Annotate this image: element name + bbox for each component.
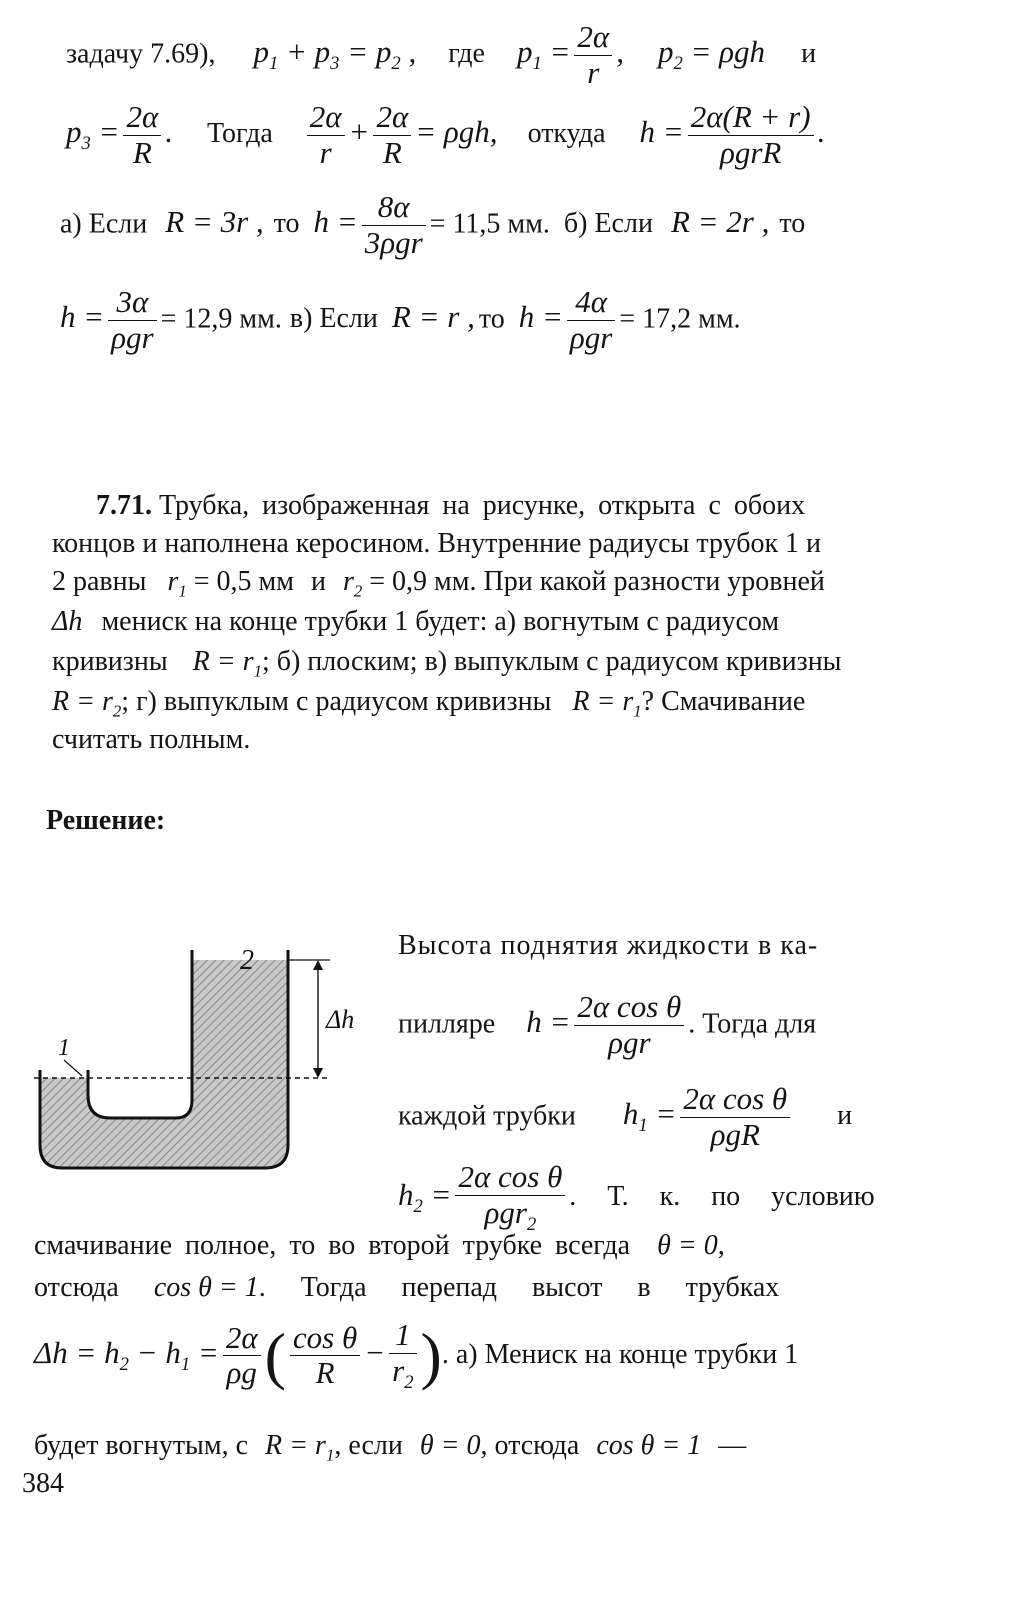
- sol-para-4: [34, 1430, 746, 1466]
- sol-line-4: [398, 1160, 875, 1236]
- formula-dh: Δh: [52, 606, 83, 637]
- formula: R = 3r ,: [165, 204, 264, 240]
- text: откуда: [527, 118, 606, 150]
- text: = 11,5 мм.: [429, 208, 550, 240]
- text: концов и наполнена керосином. Внутренние радиусы трубок 1 и: [52, 528, 822, 559]
- text: и: [801, 38, 817, 70]
- text: —: [718, 1430, 747, 1461]
- text: , отсюда: [480, 1430, 580, 1461]
- text: = 0,5 мм: [193, 566, 294, 597]
- problem-line-5: [52, 646, 842, 682]
- top-line-1: [66, 20, 816, 90]
- formula: $R = r_2$: [52, 686, 122, 721]
- text: ,: [717, 1230, 725, 1261]
- solution-heading: Решение:: [46, 805, 166, 836]
- label-tube-1: 1: [58, 1035, 70, 1061]
- text: Трубка, изображенная на рисунке, открыта с обоих: [159, 490, 806, 521]
- sol-para-3: [34, 1318, 798, 1394]
- formula-h: h = 2α(R + r) ρgrR .: [639, 99, 826, 170]
- formula: R = 2r ,: [670, 204, 770, 240]
- formula: $R = r_1$: [192, 646, 262, 681]
- top-line-4: [60, 285, 741, 355]
- text: то: [779, 208, 806, 240]
- problem-line-4: [52, 606, 779, 638]
- arrow-head-up: [313, 960, 323, 970]
- text: . Т. к. по условию: [569, 1180, 875, 1212]
- formula-p2: $p_2 = \rho gh$: [657, 34, 766, 75]
- formula: $R = r_1$: [265, 1430, 335, 1465]
- text: . Тогда для: [688, 1008, 817, 1040]
- problem-line-1: [96, 490, 805, 522]
- kerosene-fill: [40, 960, 288, 1168]
- problem-line-3: [52, 566, 825, 602]
- formula-p1: $p_1$ = $\frac{2\alpha}{r}$ ,: [516, 19, 624, 90]
- text: то: [273, 208, 300, 240]
- text: = 0,9 мм.: [369, 566, 477, 597]
- text: задачу 7.69),: [66, 38, 216, 70]
- formula: cos θ = 1: [596, 1430, 702, 1461]
- problem-line-2: [52, 528, 821, 560]
- text: каждой трубки: [398, 1100, 576, 1132]
- text: смачивание полное, то во второй трубке всегда: [34, 1230, 631, 1261]
- arrow-head-down: [313, 1068, 323, 1078]
- formula-p3: $p_3$ = $\frac{2\alpha}{R}$ .: [66, 99, 173, 170]
- formula-h1: $h_1$ = 2α cos θ ρgR: [623, 1096, 794, 1131]
- text: б) Если: [563, 208, 653, 240]
- formula: R = r ,: [391, 299, 475, 335]
- text: 2 равны: [52, 566, 147, 597]
- formula: h = 4α ρgr: [519, 299, 620, 334]
- formula-h2: $h_2$ = 2α cos θ ρgr$_2$: [398, 1177, 569, 1212]
- text: то: [478, 303, 505, 335]
- text: пилляре: [398, 1008, 496, 1040]
- formula-p1-p3: $p_1 + p_3 = p_2$ ,: [253, 34, 417, 75]
- text: , если: [334, 1430, 403, 1461]
- text: в) Если: [289, 303, 378, 335]
- text: считать полным.: [52, 724, 251, 755]
- text: кривизны: [52, 646, 168, 677]
- sol-para-2: [34, 1272, 779, 1304]
- formula-delta-h: $\Delta h = h_2 - h_1$ = $\frac{2\alpha}{\rho g}$ ( $\frac{\text{cos θ}}{R}$ − $\frac{1}{r_2}$ ): [34, 1317, 442, 1393]
- formula: θ = 0: [657, 1230, 718, 1261]
- text: Высота поднятия жидкости в ка-: [398, 930, 819, 961]
- text: будет вогнутым, с: [34, 1430, 249, 1461]
- formula-r1: $r_1$: [167, 566, 187, 601]
- formula: $R = r_1$: [572, 686, 642, 721]
- text: ; г) выпуклым с радиусом кривизны: [121, 686, 552, 717]
- text: отсюда: [34, 1272, 119, 1303]
- text: . Тогда перепад высот в трубках: [258, 1272, 780, 1303]
- text: мениск на конце трубки 1 будет: а) вогнутым с радиусом: [101, 606, 780, 637]
- text: и: [310, 566, 326, 597]
- text: . а) Мениск на конце трубки 1: [441, 1338, 799, 1370]
- formula-r2: $r_2$: [342, 566, 363, 601]
- top-line-3: [60, 190, 805, 260]
- formula-capillary: h = 2α cos θ ρgr: [526, 1004, 688, 1039]
- sol-line-1: [398, 930, 818, 962]
- formula: h = 8α 3ρgr: [314, 204, 430, 239]
- sol-para-1: [34, 1230, 725, 1262]
- formula: cos θ = 1: [153, 1272, 259, 1303]
- problem-line-7: [52, 724, 250, 756]
- text: При какой разности уровней: [483, 566, 825, 597]
- page-number: 384: [22, 1468, 64, 1499]
- formula: θ = 0: [419, 1430, 481, 1461]
- text: Тогда: [207, 118, 273, 150]
- problem-number: 7.71.: [96, 490, 152, 521]
- label-2-display: 2: [240, 945, 254, 976]
- text: ; б) плоским; в) выпуклым с радиусом кривизны: [261, 646, 842, 677]
- formula: h = 3α ρgr: [60, 299, 161, 334]
- sol-line-3: [398, 1082, 852, 1152]
- text: где: [448, 38, 485, 70]
- label-1-leader: [64, 1060, 82, 1076]
- formula-sum: $\frac{2\alpha}{r}$ + $\frac{2\alpha}{R}$ = ρgh,: [303, 114, 498, 149]
- label-delta-h: Δh: [326, 1005, 355, 1034]
- text: и: [837, 1100, 853, 1132]
- text: = 17,2 мм.: [619, 303, 741, 335]
- text: а) Если: [60, 208, 148, 240]
- text: = 12,9 мм.: [160, 303, 282, 335]
- u-tube-diagram: [30, 950, 400, 1220]
- sol-line-2: [398, 990, 816, 1060]
- problem-line-6: [52, 686, 805, 722]
- text: ? Смачивание: [641, 686, 806, 717]
- top-line-2: [66, 100, 825, 170]
